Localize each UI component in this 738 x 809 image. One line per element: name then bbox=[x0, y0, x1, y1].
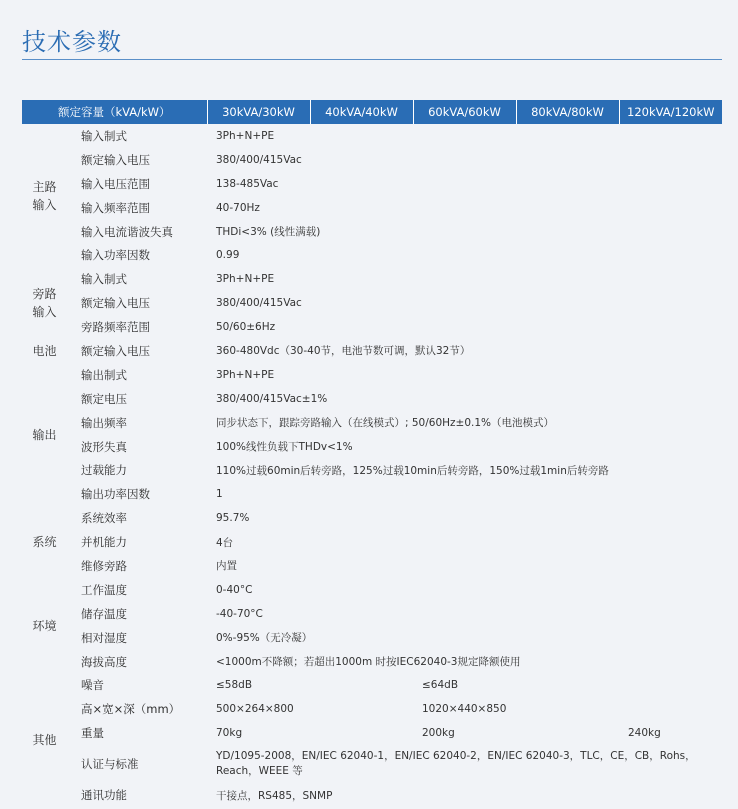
table-row bbox=[22, 721, 722, 745]
header-model: 80kVA/80kW bbox=[516, 100, 619, 124]
param-label: 维修旁路 bbox=[81, 558, 127, 573]
param-value: 200kg bbox=[422, 727, 455, 740]
table-row bbox=[22, 482, 722, 506]
param-value: 100%线性负载下THDv<1% bbox=[216, 441, 353, 454]
param-value: -40-70°C bbox=[216, 607, 263, 620]
param-label: 过载能力 bbox=[81, 463, 127, 478]
param-label: 输出频率 bbox=[81, 415, 127, 430]
table-row bbox=[22, 578, 722, 602]
header-model: 120kVA/120kW bbox=[619, 100, 722, 124]
param-value: 3Ph+N+PE bbox=[216, 368, 275, 381]
param-label: 输入制式 bbox=[81, 128, 127, 143]
param-value: 3Ph+N+PE bbox=[216, 273, 275, 286]
table-row bbox=[22, 243, 722, 267]
group-main-input: 主路 输入 bbox=[32, 179, 57, 212]
table-row bbox=[22, 626, 722, 650]
table-row bbox=[22, 196, 722, 220]
table-row bbox=[22, 291, 722, 315]
table-row bbox=[22, 172, 722, 196]
table-row bbox=[22, 602, 722, 626]
table-row bbox=[22, 339, 722, 363]
param-label: 认证与标准 bbox=[81, 757, 139, 772]
param-label: 额定输入电压 bbox=[81, 152, 150, 167]
header-rated-capacity: 额定容量（kVA/kW） bbox=[22, 100, 207, 124]
param-label: 输出制式 bbox=[81, 367, 127, 382]
param-label: 高×宽×深（mm） bbox=[81, 702, 181, 717]
table-row bbox=[22, 650, 722, 674]
table-row bbox=[22, 673, 722, 697]
param-label: 额定输入电压 bbox=[81, 296, 150, 311]
table-row bbox=[22, 267, 722, 291]
param-label: 输入制式 bbox=[81, 272, 127, 287]
param-value: 360-480Vdc（30-40节，电池节数可调，默认32节） bbox=[216, 345, 471, 358]
table-row bbox=[22, 530, 722, 554]
param-label: 储存温度 bbox=[81, 606, 127, 621]
param-label: 输入电压范围 bbox=[81, 176, 150, 191]
table-row bbox=[22, 411, 722, 435]
group-battery: 电池 bbox=[32, 343, 57, 358]
param-value: 95.7% bbox=[216, 512, 250, 525]
param-label: 工作温度 bbox=[81, 582, 127, 597]
param-label: 通讯功能 bbox=[81, 788, 127, 803]
param-value: 0-40°C bbox=[216, 583, 253, 596]
param-value: 138-485Vac bbox=[216, 177, 279, 190]
group-other: 其他 bbox=[32, 733, 57, 748]
table-row bbox=[22, 315, 722, 339]
header-model: 30kVA/30kW bbox=[207, 100, 310, 124]
group-output: 输出 bbox=[32, 427, 57, 442]
header-model: 40kVA/40kW bbox=[310, 100, 413, 124]
param-value: 40-70Hz bbox=[216, 201, 260, 214]
param-value: 同步状态下，跟踪旁路输入（在线模式）; 50/60Hz±0.1%（电池模式） bbox=[216, 417, 555, 430]
table-row bbox=[22, 363, 722, 387]
table-row bbox=[22, 506, 722, 530]
param-value: 干接点，RS485，SNMP bbox=[216, 789, 333, 802]
param-value: 380/400/415Vac bbox=[216, 153, 302, 166]
param-label: 额定输入电压 bbox=[81, 343, 150, 358]
title-divider bbox=[22, 59, 722, 60]
param-value: YD/1095-2008，EN/IEC 62040-1，EN/IEC 62040-2，EN/IEC 62040-3，TLC，CE，CB，Rohs，Reach，WEEE 等 bbox=[216, 750, 696, 778]
table-row bbox=[22, 697, 722, 721]
param-value: 70kg bbox=[216, 727, 243, 740]
group-bypass-input: 旁路 输入 bbox=[32, 287, 57, 320]
param-label: 噪音 bbox=[81, 678, 104, 693]
param-label: 输入频率范围 bbox=[81, 200, 150, 215]
param-label: 额定电压 bbox=[81, 391, 127, 406]
table-row bbox=[22, 458, 722, 482]
param-label: 旁路频率范围 bbox=[81, 320, 150, 335]
param-value: 4台 bbox=[216, 536, 234, 549]
table-header-row bbox=[22, 100, 722, 124]
table-row bbox=[22, 124, 722, 148]
param-label: 海拔高度 bbox=[81, 654, 127, 669]
param-label: 相对湿度 bbox=[81, 630, 127, 645]
param-label: 并机能力 bbox=[81, 535, 127, 550]
param-label: 输入功率因数 bbox=[81, 248, 150, 263]
table-row bbox=[22, 745, 722, 783]
param-value: 110%过载60min后转旁路，125%过载10min后转旁路，150%过载1min后转旁路 bbox=[216, 464, 609, 477]
table-row bbox=[22, 554, 722, 578]
param-value: ≤58dB bbox=[216, 679, 253, 692]
param-value: 0.99 bbox=[216, 249, 240, 262]
header-model: 60kVA/60kW bbox=[413, 100, 516, 124]
param-value: 380/400/415Vac±1% bbox=[216, 392, 328, 405]
table-row bbox=[22, 220, 722, 244]
param-value: 1 bbox=[216, 488, 223, 501]
param-value: 500×264×800 bbox=[216, 703, 294, 716]
group-system: 系统 bbox=[32, 535, 57, 550]
param-value: 1020×440×850 bbox=[422, 703, 507, 716]
table-row bbox=[22, 148, 722, 172]
page-title: 技术参数 bbox=[22, 28, 122, 56]
param-label: 输入电流谐波失真 bbox=[81, 224, 173, 239]
param-value: 50/60±6Hz bbox=[216, 321, 276, 334]
table-row bbox=[22, 783, 722, 807]
group-environment: 环境 bbox=[32, 618, 57, 633]
spec-table bbox=[22, 100, 722, 807]
param-value: 0%-95%（无冷凝） bbox=[216, 632, 313, 645]
table-row bbox=[22, 435, 722, 459]
param-value: 内置 bbox=[216, 560, 237, 573]
param-label: 输出功率因数 bbox=[81, 487, 150, 502]
param-value: THDi<3% (线性满载) bbox=[216, 226, 321, 238]
param-label: 重量 bbox=[81, 726, 104, 741]
param-value: <1000m不降额；若超出1000m 时按IEC62040-3规定降额使用 bbox=[216, 656, 521, 669]
param-value: 3Ph+N+PE bbox=[216, 129, 275, 142]
param-value: ≤64dB bbox=[422, 679, 459, 692]
param-value: 380/400/415Vac bbox=[216, 297, 302, 310]
table-row bbox=[22, 387, 722, 411]
param-label: 系统效率 bbox=[81, 511, 127, 526]
param-value: 240kg bbox=[628, 727, 661, 740]
param-label: 波形失真 bbox=[81, 439, 127, 454]
